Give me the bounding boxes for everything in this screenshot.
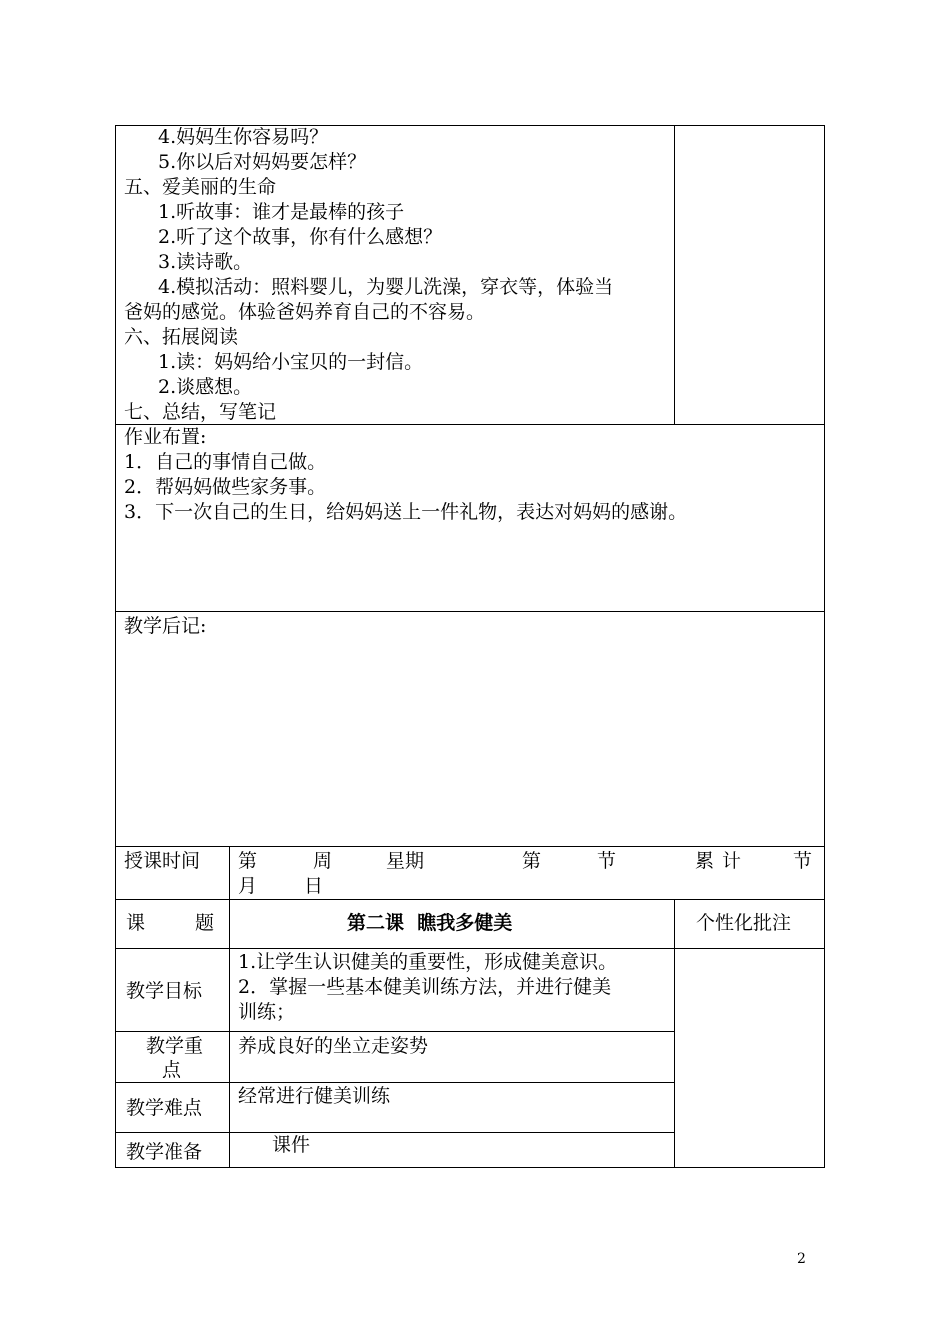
procedure-line: 2.听了这个故事，你有什么感想？: [158, 226, 443, 248]
schedule-yue: 月: [238, 875, 258, 897]
postscript-title: 教学后记:: [124, 615, 207, 637]
key-point-label: 点: [162, 1059, 182, 1081]
homework-item: 1．自己的事情自己做。: [124, 451, 327, 473]
homework-item: 3．下一次自己的生日，给妈妈送上一件礼物，表达对妈妈的感谢。: [124, 501, 688, 523]
procedure-line: 1.听故事：谁才是最棒的孩子: [158, 201, 405, 223]
procedure-heading: 五、爱美丽的生命: [124, 176, 277, 198]
topic-divider-right: [674, 899, 675, 949]
schedule-di: 第: [238, 850, 258, 872]
key-point-label: 教学重: [146, 1035, 204, 1057]
procedure-line: 3.读诗歌。: [158, 251, 253, 273]
schedule-xingqi: 星期: [386, 850, 425, 872]
topic-label: 课: [126, 912, 146, 934]
goal-line: 训练；: [238, 1001, 296, 1023]
procedure-line: 1.读：妈妈给小宝贝的一封信。: [158, 351, 424, 373]
schedule-label: 授课时间: [124, 850, 201, 872]
page-number: 2: [797, 1251, 806, 1267]
schedule-leiji: 累计: [695, 850, 750, 872]
procedure-heading: 六、拓展阅读: [124, 326, 239, 348]
procedure-annotation-column: [674, 125, 825, 425]
preparation-text: 课件: [272, 1134, 311, 1156]
schedule-di: 第: [522, 850, 542, 872]
difficulty-label: 教学难点: [126, 1097, 203, 1119]
row-divider: [115, 1132, 675, 1133]
row-divider: [115, 1031, 675, 1032]
schedule-zhou: 周: [313, 850, 333, 872]
row-divider: [115, 1082, 675, 1083]
procedure-line: 4.模拟活动：照料婴儿，为婴儿洗澡，穿衣等，体验当: [158, 276, 614, 298]
preparation-label: 教学准备: [126, 1141, 203, 1163]
goal-line: 1.让学生认识健美的重要性，形成健美意识。: [238, 951, 618, 973]
details-annotation-divider: [674, 948, 675, 1168]
procedure-line: 爸妈的感觉。体验爸妈养育自己的不容易。: [124, 301, 486, 323]
difficulty-text: 经常进行健美训练: [238, 1085, 391, 1107]
lesson-title: 第二课 瞧我多健美: [347, 912, 513, 934]
goal-line: 2．掌握一些基本健美训练方法，并进行健美: [238, 976, 612, 998]
homework-title: 作业布置:: [124, 426, 207, 448]
annotation-label: 个性化批注: [696, 912, 792, 934]
homework-item: 2．帮妈妈做些家务事。: [124, 476, 327, 498]
procedure-heading: 七、总结，写笔记: [124, 401, 277, 423]
key-point-text: 养成良好的坐立走姿势: [238, 1035, 429, 1057]
goal-label: 教学目标: [126, 980, 203, 1002]
details-label-divider: [229, 948, 230, 1168]
schedule-divider: [229, 846, 230, 900]
postscript-section: [115, 611, 825, 847]
schedule-jie: 节: [793, 850, 813, 872]
topic-divider-left: [229, 899, 230, 949]
procedure-line: 2.谈感想。: [158, 376, 253, 398]
schedule-jie: 节: [597, 850, 617, 872]
procedure-line: 4.妈妈生你容易吗？: [158, 126, 329, 148]
schedule-ri: 日: [304, 875, 324, 897]
topic-label: 题: [195, 912, 215, 934]
procedure-line: 5.你以后对妈妈要怎样？: [158, 151, 367, 173]
